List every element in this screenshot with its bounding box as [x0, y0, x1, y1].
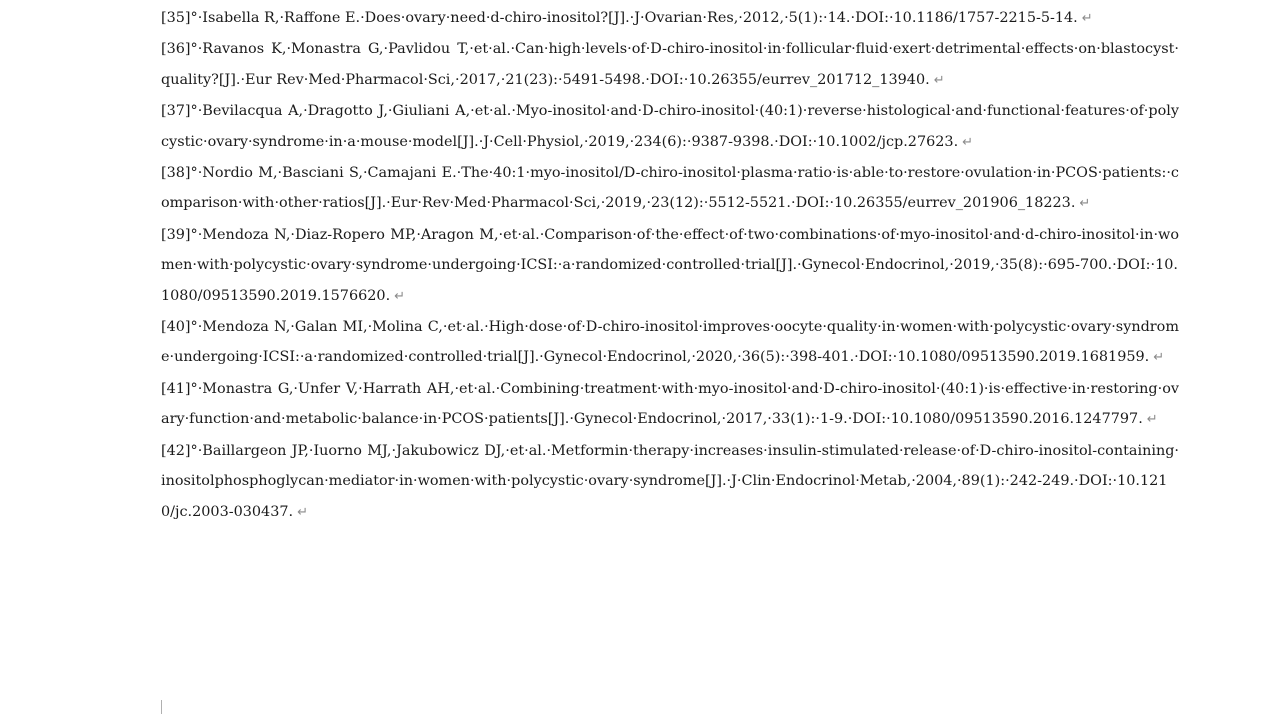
paragraph-mark-icon: ↵ — [1153, 350, 1165, 366]
reference-41[interactable] — [161, 374, 1179, 436]
reference-38-text: [38]°·Nordio M,·Basciani S,·Camajani E.·The·40:1·myo-inositol/D-chiro-inositol·plasma·ratio·is·able·to·restore·ovulation·in·PCOS·patients:·comparison·with·other·ratios[J].·Eur·Rev·Med·Pharmacol·Sci,·2019,·23(12):·5512-5521.·DOI:·10.26355/eurrev_201906_18223. — [161, 165, 1179, 212]
reference-39-text: [39]°·Mendoza N,·Diaz-Ropero MP,·Aragon M,·et·al.·Comparison·of·the·effect·of·two·combinations·of·myo-inositol·and·d-chiro-inositol·in·women·with·polycystic·ovary·syndrome·undergoing·ICSI:·a·randomized·controlled·trial[J].·Gynecol·Endocrinol,·2019,·35(8):·695-700.·DOI:·10.1080/09513590.2019.1576620. — [161, 226, 1179, 304]
text-cursor — [161, 700, 168, 714]
reference-40[interactable] — [161, 312, 1179, 374]
reference-40-text: [40]°·Mendoza N,·Galan MI,·Molina C,·et·al.·High·dose·of·D-chiro-inositol·improves·oocyte·quality·in·women·with·polycystic·ovary·syndrome·undergoing·ICSI:·a·randomized·controlled·trial[J].·Gynecol·Endocrinol,·2020,·36(5):·398-401.·DOI:·10.1080/09513590.2019.1681959. — [161, 319, 1179, 366]
reference-36[interactable] — [161, 34, 1179, 96]
paragraph-mark-icon: ↵ — [962, 134, 974, 150]
paragraph-mark-icon: ↵ — [933, 72, 945, 88]
paragraph-mark-icon: ↵ — [297, 504, 309, 520]
reference-list[interactable] — [161, 3, 1179, 528]
reference-37[interactable] — [161, 96, 1179, 158]
reference-37-text: [37]°·Bevilacqua A,·Dragotto J,·Giuliani A,·et·al.·Myo-inositol·and·D-chiro-inositol·(40:1)·reverse·histological·and·functional·features·of·polycystic·ovary·syndrome·in·a·mouse·model[J].·J·Cell·Physiol,·2019,·234(6):·9387-9398.·DOI:·10.1002/jcp.27623. — [161, 103, 1179, 150]
reference-35-text: [35]°·Isabella R,·Raffone E.·Does·ovary·need·d-chiro-inositol?[J].·J·Ovarian·Res,·2012,·5(1):·14.·DOI:·10.1186/1757-2215-5-14. — [161, 10, 1078, 26]
paragraph-mark-icon: ↵ — [1146, 412, 1158, 428]
reference-42-text: [42]°·Baillargeon JP,·Iuorno MJ,·Jakubowicz DJ,·et·al.·Metformin·therapy·increases·insulin-stimulated·release·of·D-chiro-inositol-containing·inositolphosphoglycan·mediator·in·women·with·polycystic·ovary·syndrome[J].·J·Clin·Endocrinol·Metab,·2004,·89(1):·242-249.·DOI:·10.1210/jc.2003-030437. — [161, 442, 1179, 520]
reference-39[interactable] — [161, 220, 1179, 312]
paragraph-mark-icon: ↵ — [1081, 11, 1093, 26]
reference-36-text: [36]°·Ravanos K,·Monastra G,·Pavlidou T,·et·al.·Can·high·levels·of·D-chiro-inositol·in·follicular·fluid·exert·detrimental·effects·on·blastocyst·quality?[J].·Eur Rev·Med·Pharmacol·Sci,·2017,·21(23):·5491-5498.·DOI:·10.26355/eurrev_201712_13940. — [161, 41, 1179, 88]
reference-42[interactable] — [161, 436, 1179, 528]
reference-38[interactable] — [161, 158, 1179, 220]
reference-35[interactable] — [161, 3, 1179, 34]
paragraph-mark-icon: ↵ — [394, 288, 406, 304]
reference-41-text: [41]°·Monastra G,·Unfer V,·Harrath AH,·et·al.·Combining·treatment·with·myo-inositol·and·D-chiro-inositol·(40:1)·is·effective·in·restoring·ovary·function·and·metabolic·balance·in·PCOS·patients[J].·Gynecol·Endocrinol,·2017,·33(1):·1-9.·DOI:·10.1080/09513590.2016.1247797. — [161, 380, 1179, 428]
paragraph-mark-icon: ↵ — [1079, 196, 1091, 212]
